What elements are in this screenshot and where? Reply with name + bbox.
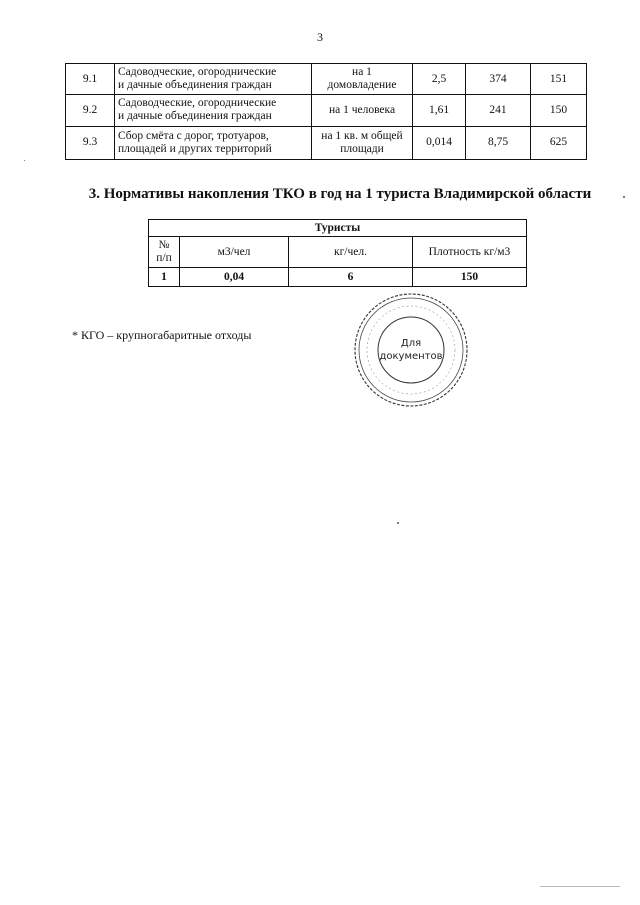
table-row bbox=[66, 126, 587, 159]
group-header: Туристы bbox=[149, 220, 527, 237]
row-number: 9.1 bbox=[66, 64, 115, 95]
table-row bbox=[149, 268, 527, 287]
category-line: Садоводческие, огороднические bbox=[118, 66, 277, 79]
row-number: 9.2 bbox=[66, 95, 115, 126]
scan-speck bbox=[397, 522, 399, 524]
page-number: 3 bbox=[317, 30, 323, 44]
row-number: 9.3 bbox=[66, 126, 115, 159]
table-header-row bbox=[149, 220, 527, 237]
value-cell: 2,5 bbox=[413, 64, 466, 95]
row-number: 1 bbox=[149, 268, 180, 287]
column-header-m3: м3/чел bbox=[180, 237, 289, 268]
scan-speck bbox=[24, 160, 25, 161]
norms-table bbox=[65, 63, 587, 160]
unit-cell bbox=[312, 95, 413, 126]
category-line: и дачные объединения граждан bbox=[118, 79, 272, 92]
unit-line: на 1 кв. м общей bbox=[321, 129, 403, 142]
category-cell bbox=[115, 64, 312, 95]
unit-line: домовладение bbox=[327, 79, 397, 92]
tourists-table bbox=[148, 219, 527, 287]
table-header-row bbox=[149, 237, 527, 268]
footnote: * КГО – крупногабаритные отходы bbox=[72, 328, 252, 342]
category-line: и дачные объединения граждан bbox=[118, 110, 272, 123]
unit-line: на 1 человека bbox=[328, 103, 396, 116]
value-cell: 0,014 bbox=[413, 126, 466, 159]
value-cell: 374 bbox=[466, 64, 531, 95]
category-line: Садоводческие, огороднические bbox=[118, 97, 277, 110]
value-cell: 1,61 bbox=[413, 95, 466, 126]
scan-edge-line bbox=[540, 886, 620, 887]
stamp-text: документов bbox=[379, 351, 443, 362]
unit-cell bbox=[312, 64, 413, 95]
category-cell bbox=[115, 126, 312, 159]
column-header-num bbox=[149, 237, 180, 268]
column-header-line: п/п bbox=[156, 252, 172, 264]
category-line: Сбор смёта с дорог, тротуаров, bbox=[118, 129, 269, 142]
column-header-kg: кг/чел. bbox=[289, 237, 413, 268]
section-heading: 3. Нормативы накопления ТКО в год на 1 туриста Владимирской области bbox=[88, 186, 592, 202]
table-row bbox=[66, 64, 587, 95]
column-header-density: Плотность кг/м3 bbox=[413, 237, 527, 268]
value-cell: 151 bbox=[531, 64, 587, 95]
unit-line: площади bbox=[340, 142, 384, 155]
table-row bbox=[66, 95, 587, 126]
column-header-line: № bbox=[158, 239, 170, 251]
category-line: площадей и других территорий bbox=[118, 142, 272, 155]
category-cell bbox=[115, 95, 312, 126]
official-stamp-seal bbox=[351, 290, 471, 410]
value-cell: 0,04 bbox=[180, 268, 289, 287]
value-cell: 241 bbox=[466, 95, 531, 126]
unit-cell bbox=[312, 126, 413, 159]
value-cell: 150 bbox=[413, 268, 527, 287]
unit-line: на 1 bbox=[352, 66, 372, 79]
stamp-text: Для bbox=[400, 338, 422, 349]
value-cell: 8,75 bbox=[466, 126, 531, 159]
value-cell: 6 bbox=[289, 268, 413, 287]
value-cell: 625 bbox=[531, 126, 587, 159]
scan-speck bbox=[623, 196, 625, 198]
value-cell: 150 bbox=[531, 95, 587, 126]
